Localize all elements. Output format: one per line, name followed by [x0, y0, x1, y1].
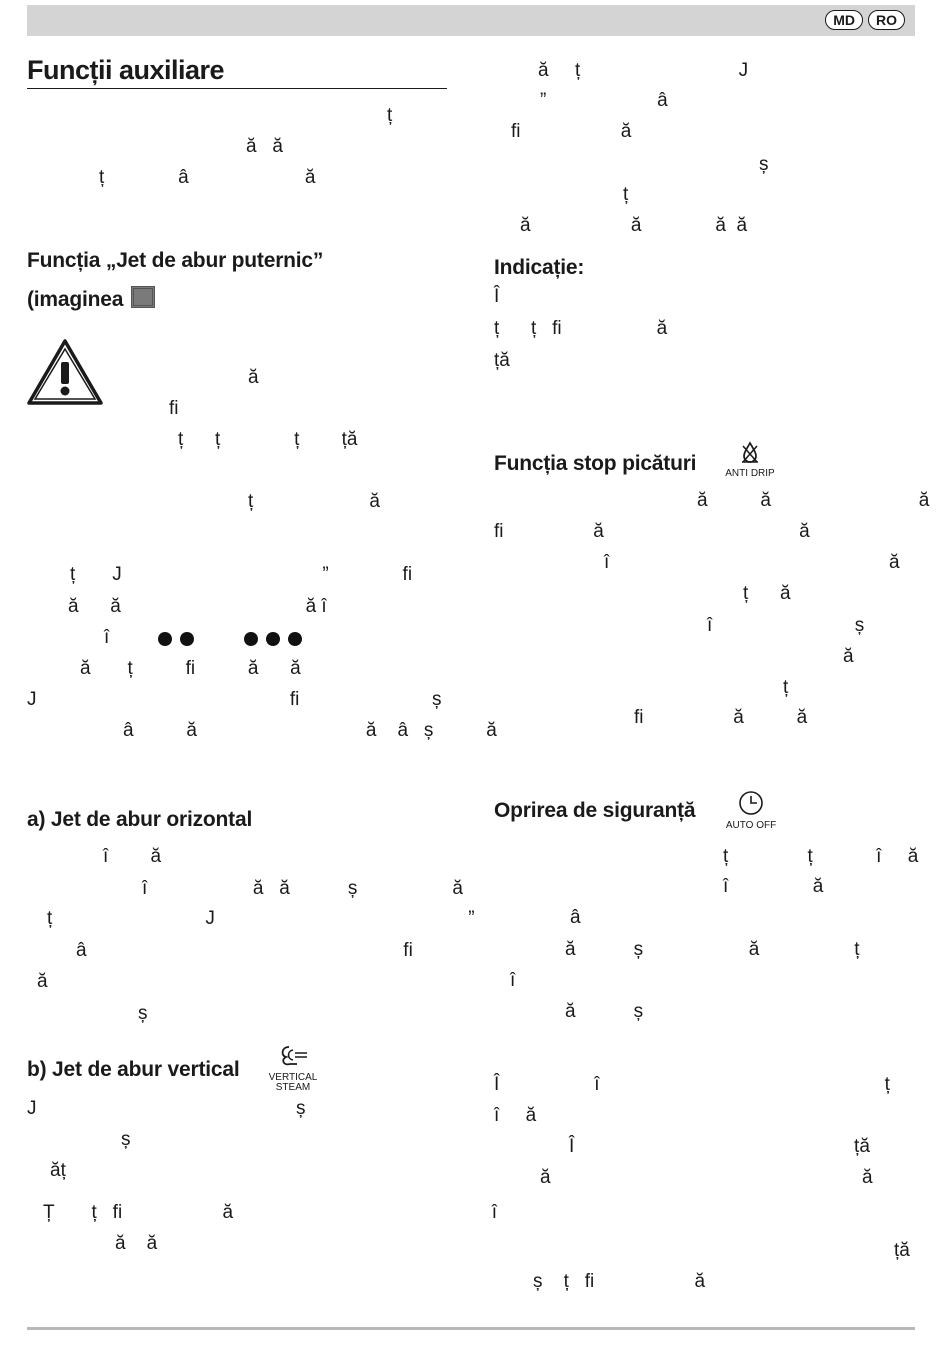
- dot-icon: [244, 632, 258, 646]
- s2-line-2: î ă ă ș ă: [142, 878, 463, 899]
- s5-line-6: ă ș: [565, 1001, 644, 1022]
- steam-cloud-icon: [275, 1044, 311, 1068]
- clock-icon: [738, 790, 764, 816]
- temp-3-dots: [244, 632, 302, 646]
- note-line-1: Î: [494, 286, 500, 307]
- s5-line-3: â: [570, 907, 581, 928]
- s3-line-1a: J: [27, 1098, 37, 1119]
- s1-line-3: ț ț ț ță: [178, 429, 358, 450]
- r-top-line-1: ă ț J: [538, 60, 749, 81]
- s5-line-8: î ă: [494, 1105, 537, 1126]
- section-heading-vertical: b) Jet de abur vertical: [27, 1058, 240, 1081]
- s1-line-1: ă: [248, 367, 259, 388]
- section-heading-imaginea: [27, 286, 155, 312]
- s4-line-7: ț: [783, 677, 789, 698]
- intro-line-2: ă ă: [246, 136, 283, 157]
- s5-line-10: ă ă: [540, 1167, 873, 1188]
- warning-triangle-icon: [26, 338, 104, 406]
- s1-line-5: ț J ” fi: [70, 564, 413, 585]
- imaginea-label: (imaginea: [27, 288, 124, 311]
- s4-line-3: î ă: [604, 552, 900, 573]
- auto-off-icon: [722, 790, 780, 831]
- crossed-drop-icon: [738, 440, 762, 464]
- r-top-line-4: ș: [759, 154, 769, 175]
- s2-line-4: â fi: [76, 940, 413, 961]
- dot-icon: [288, 632, 302, 646]
- section-heading-anti-drip: Funcția stop picături: [494, 452, 697, 475]
- dot-icon: [180, 632, 194, 646]
- intro-line-3: ț â ă: [99, 167, 316, 188]
- s1-line-8: ă ț fi ă ă: [80, 658, 301, 679]
- s2-line-5: ă: [37, 971, 48, 992]
- s1-line-7: î: [104, 627, 110, 648]
- s3-line-1b: ș: [296, 1098, 306, 1119]
- s5-line-12: ș ț fi ă: [533, 1271, 706, 1292]
- s5-line-5: î: [510, 970, 516, 991]
- r-top-line-3: fi ă: [511, 121, 632, 142]
- r-top-line-6: ă ă ă ă: [520, 215, 748, 236]
- dot-icon: [266, 632, 280, 646]
- s2-line-1: î ă: [103, 846, 162, 867]
- vertical-steam-label: VERTICAL STEAM: [268, 1072, 318, 1093]
- note-heading: Indicație:: [494, 256, 585, 279]
- bottom-rule: [27, 1327, 915, 1330]
- section-heading-jet-puternic: Funcția „Jet de abur puternic”: [27, 249, 324, 272]
- dot-icon: [158, 632, 172, 646]
- s5-line-11: ță: [894, 1240, 910, 1261]
- s3-line-3: ăț: [50, 1160, 66, 1181]
- r-top-line-5: ț: [623, 184, 629, 205]
- s5-line-1: ț ț î ă: [723, 846, 919, 867]
- s5-line-2: î ă: [723, 876, 824, 897]
- s4-line-6: ă: [843, 646, 854, 667]
- temp-2-dots: [158, 632, 194, 646]
- s3-line-5: ă ă: [115, 1233, 158, 1254]
- badge-ro: RO: [868, 10, 905, 30]
- section-heading-auto-off: Oprirea de siguranță: [494, 799, 696, 822]
- page-title: Funcții auxiliare: [27, 55, 447, 89]
- anti-drip-label: ANTI DRIP: [725, 468, 775, 479]
- s1-line-10: â ă ă â ș ă: [123, 720, 497, 741]
- vertical-steam-icon: [266, 1044, 320, 1093]
- s1-line-9: J fi: [27, 689, 300, 710]
- anti-drip-icon: [720, 440, 780, 479]
- intro-line-1: ț: [387, 105, 393, 126]
- language-badges: [825, 10, 905, 30]
- section-heading-orizontal: a) Jet de abur orizontal: [27, 808, 253, 831]
- s2-line-3: ț J ”: [47, 908, 475, 929]
- note-line-3: ță: [494, 350, 510, 371]
- header-bar: [27, 5, 915, 36]
- s1-line-4: ț ă: [248, 491, 380, 512]
- note-line-2: ț ț fi ă: [494, 318, 668, 339]
- s1-trailing-s: ș: [432, 689, 442, 710]
- s4-line-4: ț ă: [743, 583, 791, 604]
- s4-line-5: î ș: [707, 615, 865, 636]
- s4-line-8: fi ă ă: [634, 707, 808, 728]
- s5-line-9: Î ță: [569, 1136, 870, 1157]
- image-reference-box-icon: [131, 286, 155, 308]
- s3-line-4: Ț ț fi ă î: [43, 1202, 497, 1223]
- badge-md: MD: [825, 10, 863, 30]
- s4-line-1: ă ă ă: [697, 490, 930, 511]
- s3-line-2: ș: [121, 1129, 131, 1150]
- s5-line-7: Î î ț: [494, 1074, 890, 1095]
- s5-line-4: ă ș ă ț: [565, 939, 860, 960]
- s1-line-2: fi: [169, 398, 179, 419]
- s2-line-6: ș: [138, 1003, 148, 1024]
- s4-line-2: fi ă ă: [494, 521, 810, 542]
- s1-line-6: ă ă ă î: [68, 596, 327, 617]
- auto-off-label: AUTO OFF: [725, 820, 777, 831]
- r-top-line-2: ” â: [540, 90, 668, 111]
